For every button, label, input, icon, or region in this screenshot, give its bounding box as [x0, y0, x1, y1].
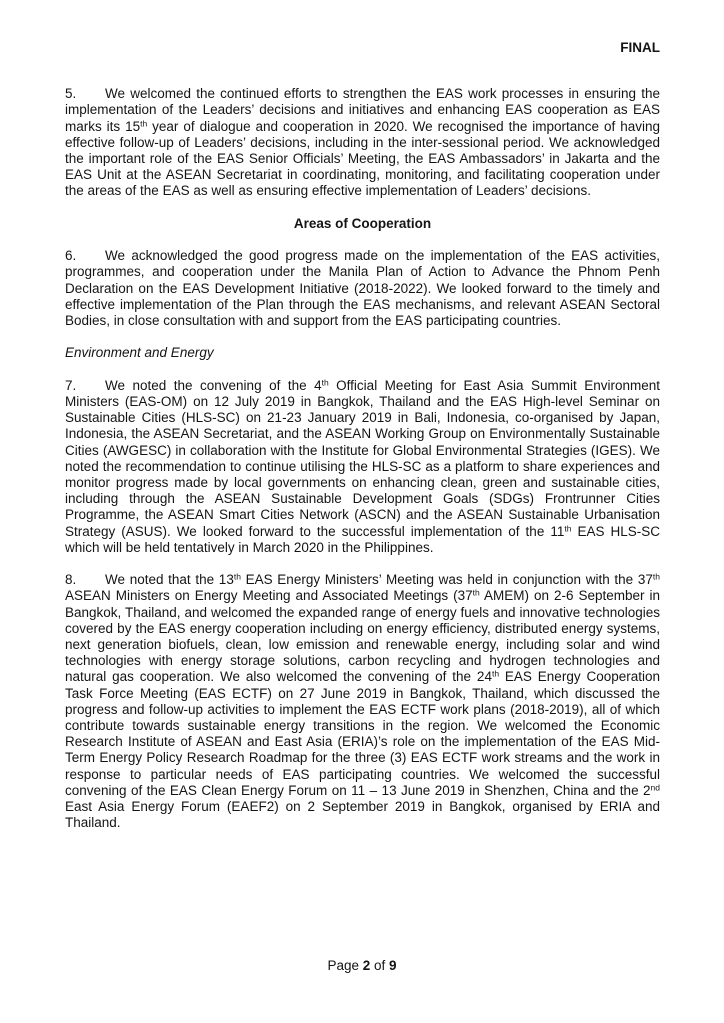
paragraph-6-number: 6.: [65, 248, 77, 264]
paragraph-8: [65, 572, 660, 831]
paragraph-6: [65, 248, 660, 329]
paragraph-5-text: We welcomed the continued efforts to strengthen the EAS work processes in ensuring the implementation of the Leaders’ decisions and initiatives and enhancing EAS cooperation as EAS marks its 15th year of dialogue and cooperation in 2020. We recognised the importance of having effective follow-up of Leaders’ decisions, including in the inter-sessional period. We acknowledged the important role of the EAS Senior Officials’ Meeting, the EAS Ambassadors’ in Jakarta and the EAS Unit at the ASEAN Secretariat in coordinating, monitoring, and facilitating cooperation under the areas of the EAS as well as ensuring effective implementation of Leaders’ decisions.: [65, 86, 660, 199]
page-footer: [0, 958, 724, 974]
paragraph-5-number: 5.: [65, 86, 77, 102]
footer-page-number: 2: [362, 957, 371, 973]
paragraph-8-text: We noted that the 13th EAS Energy Ministers’ Meeting was held in conjunction with the 37th ASEAN Ministers on Energy Meeting and Associated Meetings (37th AMEM) on 2-6 September in Bangkok, Thailand, and welcomed the expanded range of energy fuels and innovative technologies covered by the EAS energy cooperation including on energy efficiency, distributed energy systems, next generation biofuels, clean, low emission and renewable energy, including solar and wind technologies with energy storage solutions, carbon recycling and hydrogen technologies and natural gas cooperation. We also welcomed the convening of the 24th EAS Energy Cooperation Task Force Meeting (EAS ECTF) on 27 June 2019 in Bangkok, Thailand, which discussed the progress and follow-up activities to implement the EAS ECTF work plans (2018-2019), all of which contribute towards sustainable energy transitions in the region. We welcomed the Economic Research Institute of ASEAN and East Asia (ERIA)’s role on the implementation of the EAS Mid-Term Energy Policy Research Roadmap for the three (3) EAS ECTF work streams and the work in response to particular needs of EAS participating countries. We welcomed the successful convening of the EAS Clean Energy Forum on 11 – 13 June 2019 in Shenzhen, China and the 2nd East Asia Energy Forum (EAEF2) on 2 September 2019 in Bangkok, organised by ERIA and Thailand.: [65, 571, 661, 831]
section-heading-areas-of-cooperation: Areas of Cooperation: [293, 215, 432, 231]
paragraph-7-text: We noted the convening of the 4th Official Meeting for East Asia Summit Environment Ministers (EAS-OM) on 12 July 2019 in Bangkok, Thailand and the EAS High-level Seminar on Sustainable Cities (HLS-SC) on 21-23 January 2019 in Bali, Indonesia, co-organised by Japan, Indonesia, the ASEAN Secretariat, and the ASEAN Working Group on Environmentally Sustainable Cities (AWGESC) in collaboration with the Institute for Global Environmental Strategies (IGES). We noted the recommendation to continue utilising the HLS-SC as a platform to share experiences and monitor progress made by local governments on enhancing clean, green and sustainable cities, including through the ASEAN Sustainable Development Goals (SDGs) Frontrunner Cities Programme, the ASEAN Smart Cities Network (ASCN) and the ASEAN Sustainable Urbanisation Strategy (ASUS). We looked forward to the successful implementation of the 11th EAS HLS-SC which will be held tentatively in March 2020 in the Philippines.: [65, 377, 661, 555]
paragraph-5: [65, 86, 660, 199]
document-status-label: FINAL: [620, 40, 660, 55]
paragraph-7-number: 7.: [65, 377, 77, 393]
subsection-heading-environment-and-energy: Environment and Energy: [65, 345, 214, 361]
footer-of-label: of: [370, 957, 390, 973]
footer-total-pages: 9: [389, 957, 397, 973]
paragraph-6-text: We acknowledged the good progress made on the implementation of the EAS activities, programmes, and cooperation under the Manila Plan of Action to Advance the Phnom Penh Declaration on the EAS Development Initiative (2018-2022). We looked forward to the timely and effective implementation of the Plan through the EAS mechanisms, and relevant ASEAN Sectoral Bodies, in close consultation with and support from the EAS participating countries.: [65, 248, 660, 329]
paragraph-7: [65, 378, 660, 556]
footer-page-label: Page: [327, 957, 363, 973]
paragraph-8-number: 8.: [65, 572, 77, 588]
